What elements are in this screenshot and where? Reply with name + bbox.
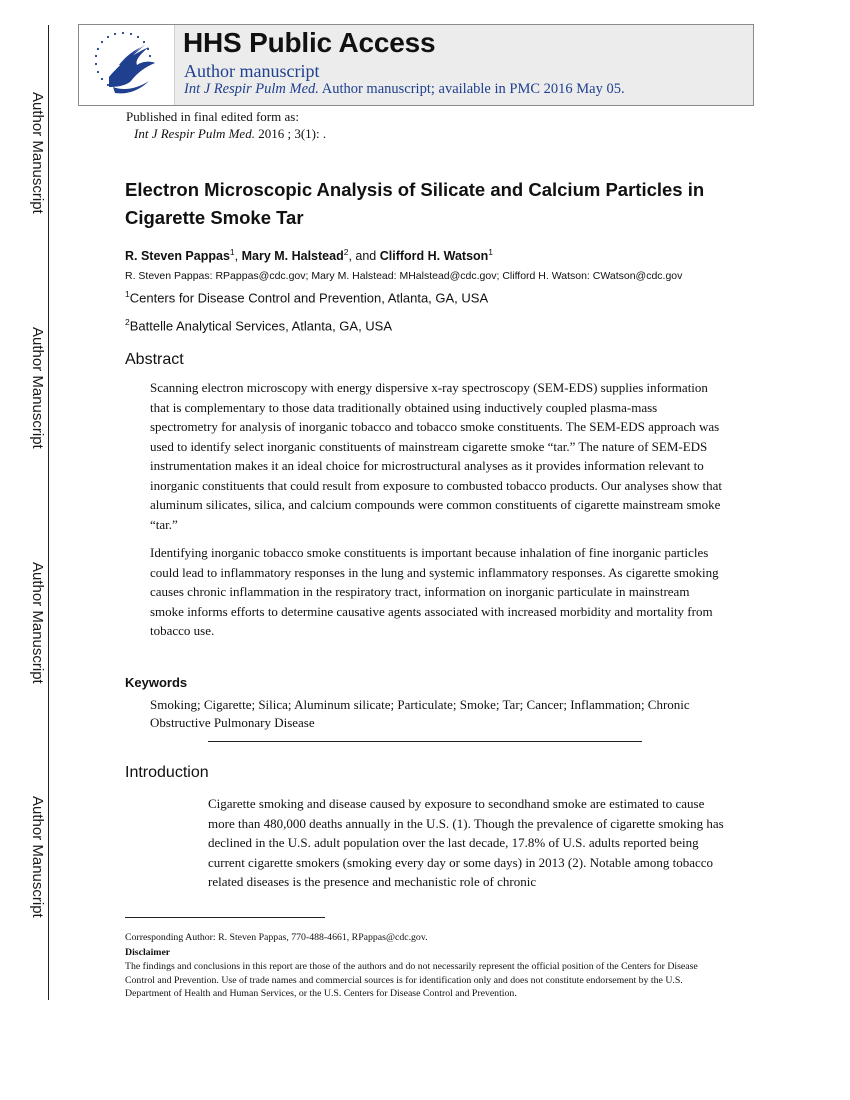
affiliation-sup: 2 bbox=[125, 317, 130, 327]
side-label-author-manuscript: Author Manuscript bbox=[29, 327, 46, 449]
margin-rule bbox=[48, 25, 49, 1000]
introduction-heading: Introduction bbox=[125, 764, 209, 781]
author-name: Mary M. Halstead bbox=[241, 249, 344, 264]
author-affil-sup: 2 bbox=[343, 247, 349, 257]
journal-abbrev: Int J Respir Pulm Med. bbox=[184, 81, 319, 97]
affiliation bbox=[125, 317, 392, 333]
affiliation bbox=[125, 289, 488, 305]
published-journal: Int J Respir Pulm Med. bbox=[134, 126, 255, 141]
author-manuscript-subtitle: Author manuscript bbox=[184, 61, 320, 81]
hhs-logo bbox=[79, 25, 175, 105]
hhs-public-access-title: HHS Public Access bbox=[183, 27, 436, 58]
disclaimer-text: The findings and conclusions in this report are those of the authors and do not necessarily represent the official position of the Centers for Disease Control and Prevention. Use of trade names and commercial sources is for identification only and does not constitute endorsement by the U.S. Department of Health and Human Services, or the U.S. Centers for Disease Control and Prevention. bbox=[125, 961, 698, 999]
published-label: Published in final edited form as: bbox=[126, 109, 299, 124]
author-separator: , and bbox=[348, 249, 380, 264]
hhs-header bbox=[78, 24, 754, 106]
published-details: 2016 ; 3(1): . bbox=[254, 126, 327, 141]
published-citation bbox=[134, 126, 326, 142]
author-emails: R. Steven Pappas: RPappas@cdc.gov; Mary M. Halstead: MHalstead@cdc.gov; Clifford H. Watson: CWatson@cdc.gov bbox=[125, 270, 683, 282]
author-list bbox=[125, 247, 493, 263]
hhs-eagle-icon bbox=[79, 25, 174, 105]
abstract-paragraph: Scanning electron microscopy with energy dispersive x-ray spectroscopy (SEM-EDS) supplies information that is complementary to those data traditionally obtained using inductively coupled plasma-mass spectrometry for analysis of inorganic tobacco and tobacco smoke constituents. The SEM-EDS approach was used to identify select inorganic constituents of mainstream cigarette smoke “tar.” The nature of SEM-EDS instrumentation makes it an ideal choice for microstructural analyses as it provides information relevant to inorganic constituents that could result from exposure to combusted tobacco products. Our analyses show that aluminum silicates, silica, and calcium compounds were common constituents of cigarette mainstream smoke “tar.” bbox=[150, 380, 722, 532]
introduction-paragraph: Cigarette smoking and disease caused by exposure to secondhand smoke are estimated to cause more than 480,000 deaths annually in the U.S. (1). Though the prevalence of cigarette smoking has declined in the U.S. adult population over the last decade, 17.8% of U.S. adults reported being current cigarette smokers (smoking every day or some days) in 2013 (2). Notable among tobacco related diseases is the presence and mechanistic role of chronic bbox=[208, 796, 724, 889]
header-citation bbox=[184, 81, 625, 98]
author-separator: , bbox=[234, 249, 242, 264]
article-title: Electron Microscopic Analysis of Silicate and Calcium Particles in Cigarette Smoke Tar bbox=[125, 179, 705, 228]
section-divider bbox=[208, 741, 642, 742]
corresponding-author: Corresponding Author: R. Steven Pappas, 770-488-4661, RPappas@cdc.gov. bbox=[125, 932, 428, 943]
side-label-author-manuscript: Author Manuscript bbox=[29, 562, 46, 684]
side-label-author-manuscript: Author Manuscript bbox=[29, 796, 46, 918]
disclaimer-heading bbox=[125, 946, 725, 960]
side-label-author-manuscript: Author Manuscript bbox=[29, 92, 46, 214]
author-affil-sup: 1 bbox=[488, 247, 494, 257]
citation-text: Author manuscript; available in PMC 2016 May 05. bbox=[318, 81, 625, 97]
footnote-divider bbox=[125, 917, 325, 918]
author-name: Clifford H. Watson bbox=[379, 249, 489, 264]
author-affil-sup: 1 bbox=[229, 247, 235, 257]
abstract-paragraph: Identifying inorganic tobacco smoke constituents is important because inhalation of fine inorganic particles could lead to inflammatory responses in the lung and systemic inflammatory responses. As cigarette smoking causes chronic inflammation in the respiratory tract, information on inorganic particulate in mainstream smoke informs efforts to determine causative agents associated with increased morbidity and mortality from tobacco use. bbox=[150, 545, 719, 638]
disclaimer-heading-text: Disclaimer bbox=[125, 947, 171, 958]
affiliation-sup: 1 bbox=[125, 289, 130, 299]
affiliation-text: Centers for Disease Control and Prevention, Atlanta, GA, USA bbox=[129, 290, 489, 306]
abstract-heading: Abstract bbox=[125, 351, 184, 368]
keywords-heading: Keywords bbox=[125, 675, 188, 690]
affiliation-text: Battelle Analytical Services, Atlanta, GA, USA bbox=[129, 318, 393, 334]
keywords-text: Smoking; Cigarette; Silica; Aluminum silicate; Particulate; Smoke; Tar; Cancer; Inflammation; Chronic Obstructive Pulmonary Disease bbox=[150, 697, 690, 730]
author-name: R. Steven Pappas bbox=[125, 249, 230, 264]
